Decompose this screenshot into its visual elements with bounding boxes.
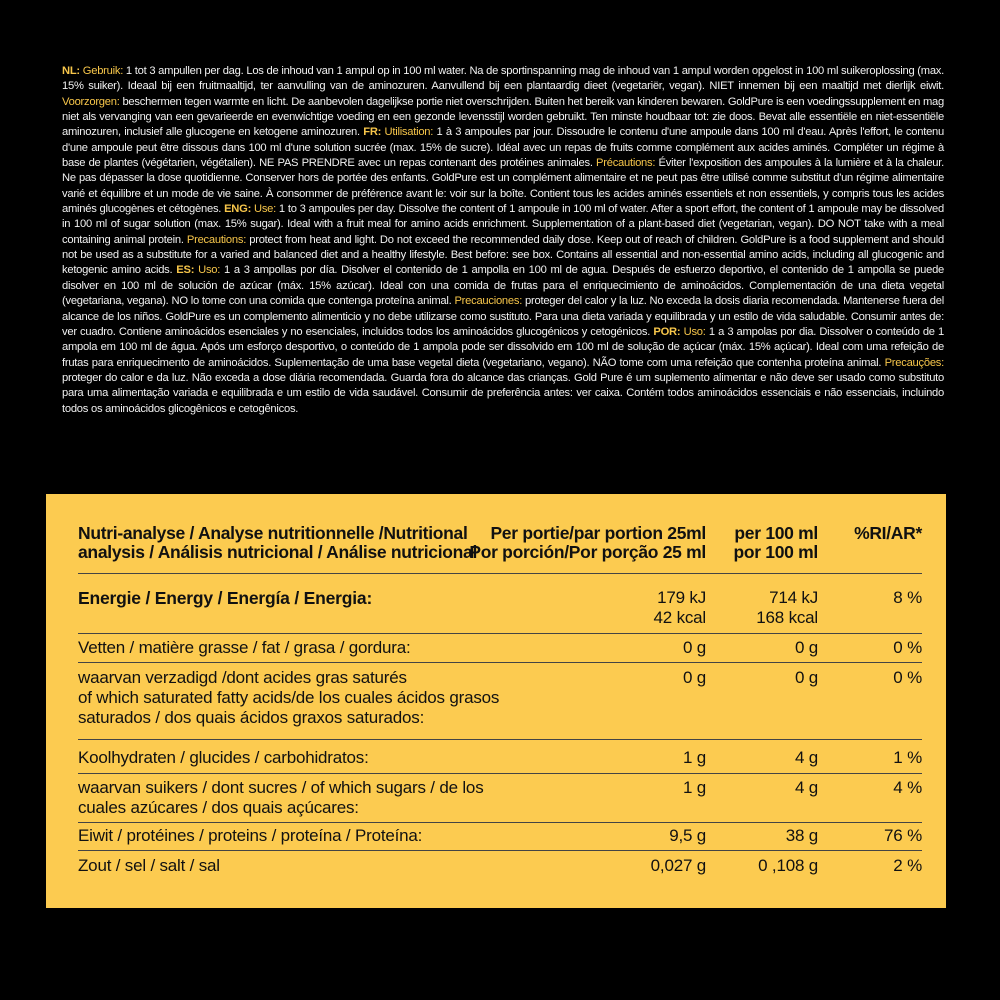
row-portion-value: 0,027 g xyxy=(650,856,706,875)
row-label: Eiwit / protéines / proteins / proteína / Proteína: xyxy=(78,826,423,845)
row-100ml-value: 0 ,108 g xyxy=(758,856,818,875)
lang-code-es: ES: xyxy=(176,264,195,277)
row-divider xyxy=(78,739,922,740)
por-precautions-label: Precauções: xyxy=(884,356,944,369)
header-100ml-line1: per 100 ml xyxy=(734,523,818,543)
header-ri-col: %RI/AR* xyxy=(854,523,922,543)
nl-use-label: Gebruik: xyxy=(82,65,124,77)
es-use-text: 1 a 3 ampollas por día. Disolver el contenido de 1 ampolla en 100 ml de agua. Después de esfuerzo deportivo, el contenido de 1 ampolla se puede disolver en 100 ml de solución de azúcar (máx. 15% azúcar). Ideal con una comida de frutas para el enriquecimiento de aminoácidos. Complementación de una dieta vegetal (vegetariana, vegana). NO lo tome con una comida que contenga proteína animal. xyxy=(62,264,945,308)
por-use-text: 1 a 3 ampolas por dia. Dissolver o conteúdo de 1 ampola em 100 ml de água. Após um esforço desportivo, o conteúdo de 1 ampola pode ser dissolvido em 100 ml de solução de açúcar (máx. 15% açúcar). Ideal com uma refeição de frutas para enriquecimento de aminoácidos. Suplementação de uma base vegetal dieta (vegetariano, vegano). NÃO tome com uma refeição que contenha proteína animal. xyxy=(62,325,945,369)
energy-kcal-100ml: 168 kcal xyxy=(756,608,818,627)
energy-kcal-portion: 42 kcal xyxy=(653,608,706,627)
row-ri-value: 8 % xyxy=(893,588,922,607)
row-portion-value: 9,5 g xyxy=(669,826,706,845)
row-ri-value: 76 % xyxy=(884,826,922,845)
row-label: Vetten / matière grasse / fat / grasa / gordura: xyxy=(78,638,411,657)
row-ri-value: 0 % xyxy=(893,668,922,687)
en-precautions-text: protect from heat and light. Do not exceed the recommended daily dose. Keep out of reach of children. GoldPure is a food supplement and should not be used as a substitute for a varied and balanced diet and a healthy lifestyle. Best before: see box. Contains all essential and non-essential amino acids, including all glucogenic and ketogenic amino acids. xyxy=(62,233,944,277)
nl-use-text: 1 tot 3 ampullen per dag. Los de inhoud van 1 ampul op in 100 ml water. Na de sportinspanning mag de inhoud van 1 ampul worden opgelost in 100 ml suikeroplossing (max. 15% suiker). Ideaal bij een fruitmaaltijd, ter aanvulling van de aminozuren. Aanvullend bij een plantaardig dieet (vegetariër, vegan). NIET innemen bij een maaltijd met dierlijk eiwit. xyxy=(62,65,945,93)
en-use-label: Use: xyxy=(253,203,276,216)
nl-precautions-text: beschermen tegen warmte en licht. De aanbevolen dagelijkse portie niet overschrijden. Buiten het bereik van kinderen bewaren. GoldPure is een voedingssupplement en mag niet als vervanging van een gevarieerde en evenwichtige voeding en een gezonde levensstijl worden gebruikt. Ten minste houdbaar tot: zie doos. Bevat alle essentiële en niet-essentiële aminozuren, inclusief alle glucogene en ketogene aminozuren. xyxy=(62,95,944,139)
en-precautions-label: Precautions: xyxy=(186,233,247,246)
row-divider xyxy=(78,773,922,774)
fr-use-text: 1 à 3 ampoules par jour. Dissoudre le contenu d'une ampoule dans 100 ml d'eau. Après l'effort, le contenu d'une ampoule peut être dissous dans 100 ml d'une solution sucrée (max. 15% de sucre). Idéal avec un repas de fruits comme complément aux acides aminés. Compléter un régime à base de plantes (végétarien, végétalien). NE PAS PRENDRE avec un repas contenant des protéines animales. xyxy=(62,126,944,170)
row-label-line3: saturados / dos quais ácidos graxos saturados: xyxy=(78,708,425,727)
row-label-line2: cuales azúcares / dos quais açúcares: xyxy=(78,798,359,817)
row-100ml-value: 4 g xyxy=(794,748,818,767)
row-divider xyxy=(78,850,922,851)
row-divider xyxy=(78,822,922,823)
lang-code-nl: NL: xyxy=(62,65,80,77)
row-label: Zout / sel / salt / sal xyxy=(78,856,220,875)
header-portion-line2: Por porción/Por porção 25 ml xyxy=(469,542,706,562)
row-label: Energie / Energy / Energía / Energia: xyxy=(78,588,373,608)
header-divider xyxy=(78,573,922,574)
row-portion-value: 1 g xyxy=(682,748,706,767)
row-portion-value: 0 g xyxy=(682,638,706,657)
fr-use-label: Utilisation: xyxy=(384,126,434,139)
row-divider xyxy=(78,662,922,663)
row-label-line1: waarvan suikers / dont sucres / of which sugars / de los xyxy=(78,778,484,797)
row-ri-value: 4 % xyxy=(893,778,922,797)
header-100ml-col xyxy=(733,524,818,562)
es-precautions-label: Precauciones: xyxy=(454,295,523,308)
row-100ml-value: 4 g xyxy=(794,778,818,797)
lang-code-en: ENG: xyxy=(224,203,252,216)
row-portion-value xyxy=(654,588,706,628)
fr-precautions-label: Précautions: xyxy=(596,157,656,170)
row-divider xyxy=(78,633,922,634)
row-ri-value: 1 % xyxy=(893,748,922,767)
energy-kj-100ml: 714 kJ xyxy=(769,588,818,607)
row-100ml-value xyxy=(756,588,818,628)
es-precautions-text: proteger del calor y la luz. No exceda la dosis diaria recomendada. Mantenerse fuera del alcance de los niños. GoldPure es un complemento alimenticio y no debe utilizarse como sustituto. Para una dieta variada y equilibrada y un estilo de vida saludable. Consumir antes de: ver cuadro. Contiene aminoácidos esenciales y no esenciales, incluidos todos los aminoácidos glucogénicos y cetogénicos. xyxy=(62,295,944,338)
row-label: Koolhydraten / glucides / carbohidratos: xyxy=(78,748,369,767)
row-ri-value: 2 % xyxy=(893,856,922,875)
header-nutrient-col xyxy=(78,524,477,562)
row-portion-value: 1 g xyxy=(682,778,706,797)
por-use-label: Uso: xyxy=(683,325,706,338)
en-use-text: 1 to 3 ampoules per day. Dissolve the content of 1 ampoule in 100 ml of water. After a sport effort, the content of 1 ampoule may be dissolved in 100 ml of sugar solution (max. 15% sugar). Ideal with a fruit meal for amino acids enrichment. Supplementation of a plant-based diet (vegetarian, vegan). DO NOT take with a meal containing animal protein. xyxy=(62,203,944,246)
multilingual-instructions xyxy=(62,64,944,417)
row-ri-value: 0 % xyxy=(893,638,922,657)
header-portion-col xyxy=(469,524,706,562)
row-label xyxy=(78,778,538,818)
es-use-label: Uso: xyxy=(198,264,221,277)
fr-precautions-text: Éviter l'exposition des ampoules à la lumière et à la chaleur. Ne pas dépasser la dose quotidienne. Conserver hors de portée des enfants. GoldPure est un complément alimentaire et ne peut pas être utilisé comme substitut d'un régime alimentaire varié et équilibre et un mode de vie saine. À consommer de préférence avant le: voir sur la boîte. Contient tous les acides aminés essentiels et non essentiels, y compris tous les acides aminés glucogènes et cétogènes. xyxy=(62,157,944,216)
row-label-line2: of which saturated fatty acids/de los cuales ácidos grasos xyxy=(78,688,500,707)
nl-precautions-label: Voorzorgen: xyxy=(62,95,120,108)
lang-code-fr: FR: xyxy=(363,126,382,139)
nutrition-table xyxy=(46,494,946,908)
por-precautions-text: proteger do calor e da luz. Não exceda a dose diária recomendada. Guarda fora do alcance das crianças. Gold Pure é um suplemento alimentar e não deve ser usado como substituto para uma alimentação variada e equilibrada e um estilo de vida saudável. Consumir de preferência antes: ver caixa. Contém todos aminoácidos essenciais e não essenciais, incluindo todos os aminoácidos glicogênicos e cetogênicos. xyxy=(62,371,944,415)
header-100ml-line2: por 100 ml xyxy=(733,542,818,562)
row-100ml-value: 0 g xyxy=(794,668,818,687)
header-nutrient-line1: Nutri-analyse / Analyse nutritionnelle /Nutritional xyxy=(78,523,468,543)
energy-kj-portion: 179 kJ xyxy=(657,588,706,607)
row-label-line1: waarvan verzadigd /dont acides gras saturés xyxy=(78,668,407,687)
header-portion-line1: Per portie/par portion 25ml xyxy=(490,523,706,543)
lang-code-por: POR: xyxy=(653,325,681,338)
row-portion-value: 0 g xyxy=(682,668,706,687)
row-100ml-value: 38 g xyxy=(785,826,818,845)
row-100ml-value: 0 g xyxy=(794,638,818,657)
row-label xyxy=(78,668,538,728)
header-nutrient-line2: analysis / Análisis nutricional / Análise nutricional xyxy=(78,542,478,562)
